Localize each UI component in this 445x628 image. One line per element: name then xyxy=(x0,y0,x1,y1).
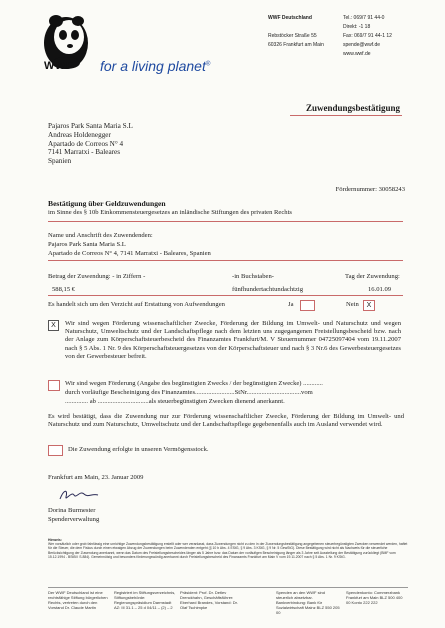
amount-date-label: Tag der Zuwendung: xyxy=(345,273,400,280)
confirmation-text: Es wird bestätigt, dass die Zuwendung nur zur Förderung wissenschaftlicher Zwecke, Förderung der Bildung im Umwelt- und Naturschutz und zum Naturschutz, Umweltschutz und der Landschaftspflege gegebenenfalls auch im Ausland verwendet wird. xyxy=(48,413,404,429)
option2-checkbox[interactable] xyxy=(48,380,60,391)
signer-name: Dorina Burmester xyxy=(48,507,96,514)
waiver-nein-checkbox[interactable]: X xyxy=(363,300,375,311)
amount-letters-value: fünfhundertachtundachtzig xyxy=(232,286,304,293)
fineprint-text: Wer vorsätzlich oder grob fahrlässig eine unrichtige Zuwendungsbestätigung erstellt oder wer veranlasst, dass Zuwendungen nicht zu den in der Zuwendungsbestätigung angegebenen steuerbegünstigten Zwecken verwendet werden, haftet für die Steuer, die dem Fiskus durch einen etwaigen Abzug der Zuwendungen beim Zuwendenden entgeht (§ 10 b Abs. 4 EStG, § 9 Abs. 3 KStG, § 9 Nr. 5 GewStG). Diese Bestätigung wird nicht als Nachweis für die steuerliche Berücksichtigung der Zuwendung anerkannt, wenn das Datum des Freistellungsbescheides länger als 5 Jahre bzw. das Datum der vorläufigen Bescheinigung länger als 3 Jahre seit Ausstellung der Bestätigung zurückliegt (BMF vom 15.12.1994 - BStBl I S.884). Gemeinnützig und besonders förderungswürdig anerkannt durch Freistellungsbescheid des Finanzamts Frankfurt am Main V vom 19.11.2007 nach § 5 Abs. 1 Nr. 9 KStG. xyxy=(48,542,408,559)
signer-department: Spenderverwaltung xyxy=(48,516,100,523)
org-direct: Direkt: -1 18 xyxy=(343,24,371,30)
section-title: Bestätigung über Geldzuwendungen xyxy=(48,199,166,208)
org-name: WWF Deutschland xyxy=(268,15,312,21)
amount-digits-value: 588,15 € xyxy=(52,286,76,293)
tagline xyxy=(100,58,210,74)
wwf-wordmark: WWF xyxy=(44,60,73,72)
org-address xyxy=(268,14,324,50)
org-fax: Fax: 069/7 91 44-1 12 xyxy=(343,33,392,39)
recipient-line: Pajaros Park Santa Maria S.L xyxy=(48,122,133,130)
foerdernummer: Fördernummer: 30058243 xyxy=(335,186,405,193)
vermoegen-text: Die Zuwendung erfolgte in unseren Vermögensstock. xyxy=(68,446,209,453)
amount-rule xyxy=(48,295,403,296)
recipient-line: Andreas Holdenegger xyxy=(48,130,111,139)
org-tel: Tel.: 069/7 91 44-0 xyxy=(343,15,385,21)
org-email: spende@wwf.de xyxy=(343,42,381,48)
signature-icon xyxy=(58,487,100,503)
document-title: Zuwendungsbestätigung xyxy=(305,103,400,113)
recipient-line: 7141 Marratxi - Baleares xyxy=(48,148,121,157)
option2-line1: Wir sind wegen Förderung (Angabe des begünstigten Zwecks / der begünstigten Zwecke) ............ xyxy=(65,380,323,387)
org-city: 60326 Frankfurt am Main xyxy=(268,42,324,48)
org-web: www.wwf.de xyxy=(343,51,371,57)
option2-line2: durch vorläufige Bescheinigung des Finanzamtes........................StNr.................................vom xyxy=(65,389,313,396)
org-street: Rebstöcker Straße 55 xyxy=(268,33,317,39)
footer-rule xyxy=(48,587,408,588)
recipient-address xyxy=(48,122,133,166)
donor-label: Name und Anschrift des Zuwendenden: xyxy=(48,232,153,239)
donor-rule xyxy=(48,260,403,261)
footer-col-1: Der WWF Deutschland ist eine rechtsfähige Stiftung bürgerlichen Rechts, vertreten durch den Vorstand Dr. Claude Martin xyxy=(48,590,108,610)
footer-col-4: Spenden an den WWF sind steuerlich absetzbar. Bankverbindung: Bank für Sozialwirtschaft Mainz BLZ 550 205 00 xyxy=(276,590,340,615)
fineprint-label: Hinweis: xyxy=(48,538,62,542)
amount-digits-label: Betrag der Zuwendung: - in Ziffern - xyxy=(48,273,146,280)
recipient-line: Spanien xyxy=(48,157,72,166)
waiver-ja-checkbox[interactable] xyxy=(300,300,315,311)
amount-date-value: 16.01.09 xyxy=(368,286,392,293)
section-rule xyxy=(48,221,403,222)
title-rule xyxy=(290,115,402,116)
fineprint xyxy=(48,538,408,559)
registered-mark: ® xyxy=(205,61,211,68)
option1-checkbox[interactable]: X xyxy=(48,320,59,331)
place-date: Frankfurt am Main, 23. Januar 2009 xyxy=(48,474,144,481)
waiver-text: Es handelt sich um den Verzicht auf Erstattung von Aufwendungen xyxy=(48,301,225,308)
option1-text: Wir sind wegen Förderung wissenschaftlicher Zwecke, Förderung der Bildung im Umwelt- und Naturschutz und wegen Naturschutz, Umweltschutz und der Landschaftspflege nach dem letzten uns zugegangenen Freistellungsbescheid bzw. nach der Anlage zum Körperschaftsteuerbescheid des Finanzamtes Frankfurt/M. V Steuernummer 04725097404 vom 19.11.2007 nach § 5 Abs. 1 Nr. 9 des Körperschaftsteuergesetzes von der Körperschaftsteuer und nach § 3 Nr.6 des Gewerbesteuergesetzes von der Gewerbesteuer befreit. xyxy=(65,320,401,360)
waiver-ja-label: Ja xyxy=(288,301,294,308)
recipient-line: Apartado de Correos N° 4 xyxy=(48,139,124,148)
option2-line3: .............. ab ...............................als steuerbegünstigten Zwecken dienend anerkannt. xyxy=(65,398,285,405)
amount-letters-label: -in Buchstaben- xyxy=(232,273,274,280)
donor-address: Apartado de Correos N° 4, 7141 Marratxi - Baleares, Spanien xyxy=(48,250,211,257)
footer-col-2: Registriert im Stiftungsverzeichnis, Stiftungsbehörde: Regierungspräsidium Darmstadt AZ: III 31.1 – 25 d 04/11 – (2) – 2 xyxy=(114,590,176,610)
org-contact xyxy=(343,14,392,59)
waiver-nein-label: Nein xyxy=(346,301,359,308)
donor-name: Pajaros Park Santa Maria S.L xyxy=(48,241,126,248)
vermoegen-checkbox[interactable] xyxy=(48,445,63,456)
section-subtitle: im Sinne des § 10b Einkommensteuergesetzes an inländische Stiftungen des privaten Rechts xyxy=(48,209,292,216)
footer-col-3: Präsident: Prof. Dr. Detlev Drenckhahn, Geschäftsführer: Eberhard Brandes, Vorstand: Dr. Olaf Tschimpke xyxy=(180,590,238,610)
tagline-text: for a living planet xyxy=(100,58,206,74)
footer-col-5: Spendenkonto: Commerzbank Frankfurt am Main BLZ 500 400 00 Konto 222 222 xyxy=(346,590,403,605)
